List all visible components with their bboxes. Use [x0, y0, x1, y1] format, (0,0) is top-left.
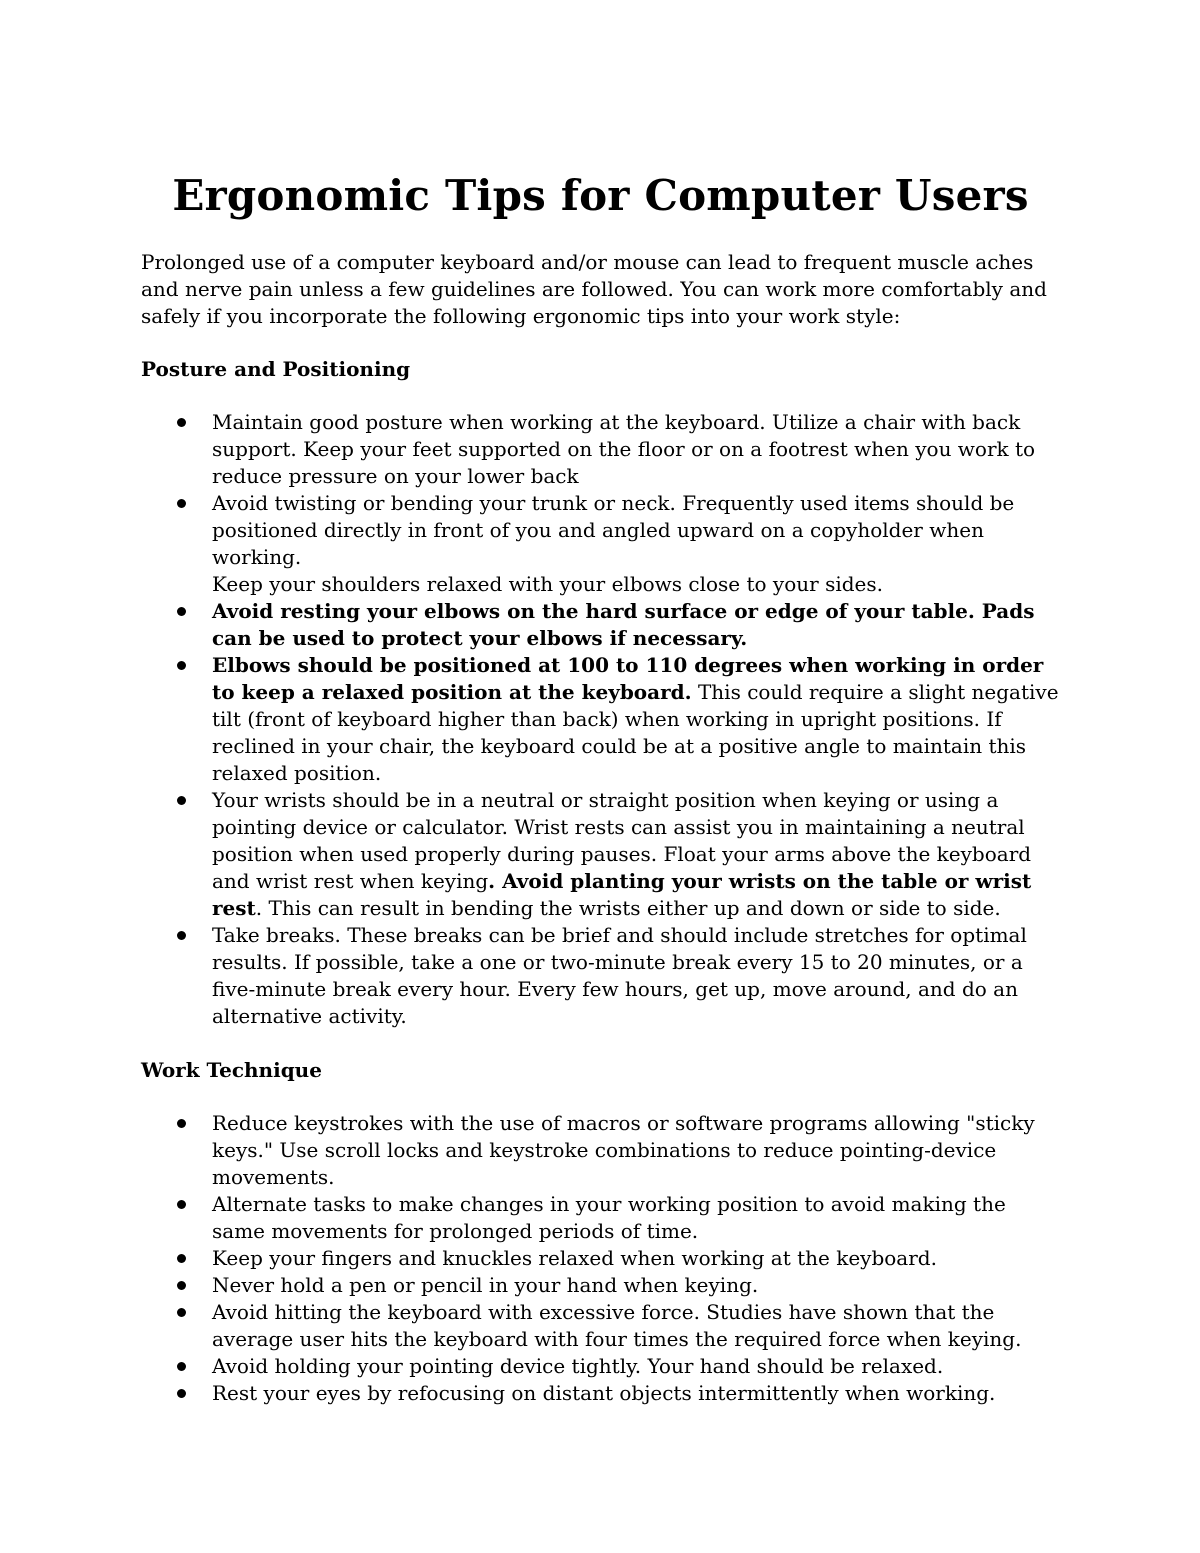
- bullet-icon: [177, 931, 186, 940]
- page-title: Ergonomic Tips for Computer Users: [172, 171, 1029, 220]
- bullet-icon: [177, 1362, 186, 1371]
- bullet-icon: [177, 499, 186, 508]
- list-item: [141, 598, 1060, 652]
- bullet-icon: [177, 1308, 186, 1317]
- list-item-text: Your wrists should be in a neutral or straight position when keying or using a pointing device or calculator. Wrist rests can assist you in maintaining a neutral position when used properly during pauses. Float your arms above the keyboard and wrist rest when keying: [212, 788, 1032, 893]
- list-item: [141, 1353, 1060, 1380]
- list-item-text: Take breaks. These breaks can be brief and should include stretches for optimal results. If possible, take a one or two-minute break every 15 to 20 minutes, or a five-minute break every hour. Every few hours, get up, move around, and do an alternative activity.: [212, 923, 1027, 1028]
- bullet-icon: [177, 1119, 186, 1128]
- list-item-text: Maintain good posture when working at the keyboard. Utilize a chair with back support. Keep your feet supported on the floor or on a footrest when you work to reduce pressure on your lower back: [212, 410, 1036, 488]
- list-item-text: . This can result in bending the wrists either up and down or side to side.: [255, 896, 1001, 920]
- list-item: [141, 1245, 1060, 1272]
- list-item-text: Keep your shoulders relaxed with your elbows close to your sides.: [212, 572, 883, 596]
- list-item-text: Never hold a pen or pencil in your hand when keying.: [212, 1273, 759, 1297]
- work-technique-bullet-list: [141, 1110, 1060, 1407]
- list-item-text: Avoid holding your pointing device tightly. Your hand should be relaxed.: [212, 1354, 944, 1378]
- list-item: [141, 1299, 1060, 1353]
- list-item-text: Elbows should be positioned at 100 to 110 degrees when working in order to keep a relaxed position at the keyboard.: [212, 653, 1044, 704]
- bullet-icon: [177, 1281, 186, 1290]
- list-item-text: Rest your eyes by refocusing on distant objects intermittently when working.: [212, 1381, 996, 1405]
- bullet-icon: [177, 607, 186, 616]
- list-item: [141, 787, 1060, 922]
- list-item-text: Avoid twisting or bending your trunk or neck. Frequently used items should be positioned directly in front of you and angled upward on a copyholder when working.: [212, 491, 1015, 569]
- bullet-icon: [177, 1389, 186, 1398]
- list-item: [141, 1110, 1060, 1191]
- list-item: [141, 1272, 1060, 1299]
- list-item-text: Alternate tasks to make changes in your working position to avoid making the same movements for prolonged periods of time.: [212, 1192, 1006, 1243]
- list-item: [141, 1191, 1060, 1245]
- bullet-icon: [177, 418, 186, 427]
- bullet-icon: [177, 1254, 186, 1263]
- list-item-text: Reduce keystrokes with the use of macros or software programs allowing "sticky keys." Use scroll locks and keystroke combinations to reduce pointing-device movements.: [212, 1111, 1035, 1189]
- posture-bullet-list: [141, 409, 1060, 1030]
- list-item: [141, 922, 1060, 1030]
- list-item-text: Keep your fingers and knuckles relaxed when working at the keyboard.: [212, 1246, 937, 1270]
- section-heading-work-technique: Work Technique: [141, 1058, 322, 1082]
- list-item-text: This could require a slight negative tilt (front of keyboard higher than back) when working in upright positions. If reclined in your chair, the keyboard could be at a positive angle to maintain this relaxed position.: [212, 680, 1059, 785]
- list-item: [141, 490, 1060, 598]
- list-item: [141, 1380, 1060, 1407]
- list-item-text: Avoid resting your elbows on the hard surface or edge of your table. Pads can be used to protect your elbows if necessary.: [212, 599, 1035, 650]
- list-item: [141, 652, 1060, 787]
- bullet-icon: [177, 661, 186, 670]
- list-item: [141, 409, 1060, 490]
- bullet-icon: [177, 1200, 186, 1209]
- intro-paragraph: Prolonged use of a computer keyboard and/or mouse can lead to frequent muscle aches and nerve pain unless a few guidelines are followed. You can work more comfortably and safely if you incorporate the following ergonomic tips into your work style:: [141, 250, 1047, 328]
- bullet-icon: [177, 796, 186, 805]
- list-item-text: . Avoid planting your wrists on the table or wrist rest: [212, 869, 1032, 920]
- list-item-text: Avoid hitting the keyboard with excessive force. Studies have shown that the average user hits the keyboard with four times the required force when keying.: [212, 1300, 1022, 1351]
- section-heading-posture: Posture and Positioning: [141, 357, 411, 381]
